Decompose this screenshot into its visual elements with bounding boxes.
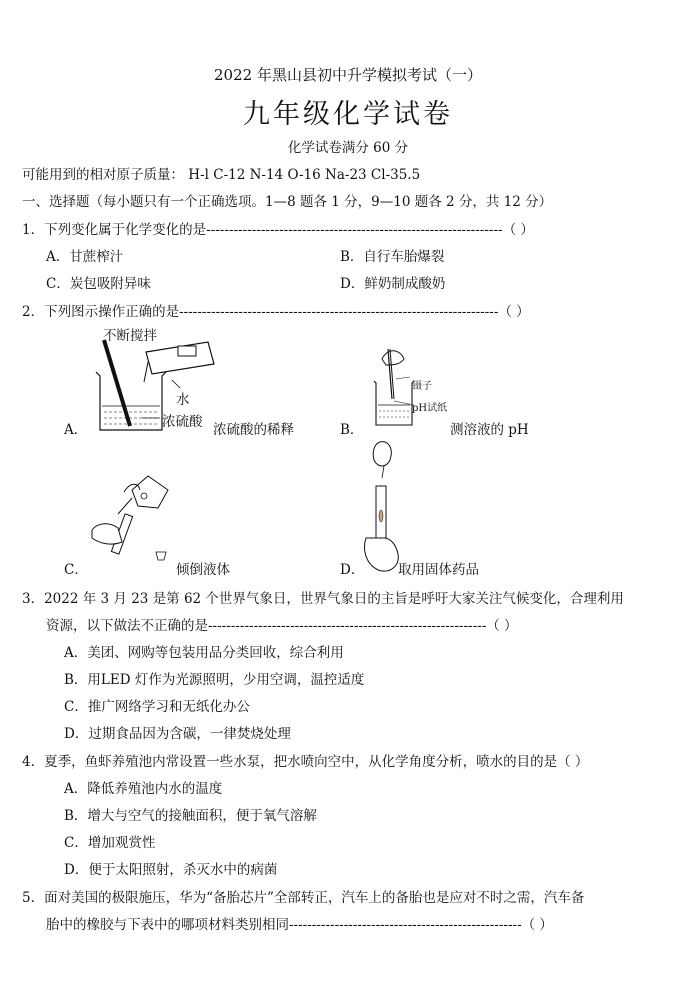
q3-option-b: B．用LED 灯作为光源照明，少用空调，温控适度 — [64, 672, 365, 688]
atomic-masses: 可能用到的相对原子质量： H-l C-12 N-14 O-16 Na-23 Cl-35.5 — [22, 167, 421, 183]
question-2-stem: 2．下列图示操作正确的是----------------------------------------------------------------------（ ） — [22, 304, 530, 320]
figure-pour-liquid — [88, 468, 188, 568]
q3-option-d: D．过期食品因为含碳，一律焚烧处理 — [64, 726, 291, 742]
q4-option-a: A．降低养殖池内水的温度 — [64, 781, 223, 797]
exam-supertitle: 2022 年黑山县初中升学模拟考试（一） — [214, 66, 482, 84]
q2-option-c-letter: C． — [64, 562, 88, 578]
q4-option-d: D．便于太阳照射，杀灭水中的病菌 — [64, 862, 278, 878]
q4-option-c: C．增加观赏性 — [64, 835, 156, 851]
label-conc-acid: 浓硫酸 — [162, 414, 203, 430]
q2-option-a-caption: 浓硫酸的稀释 — [213, 422, 294, 438]
q3-option-a: A．美团、网购等包装用品分类回收，综合利用 — [64, 645, 344, 661]
label-ph-paper: pH试纸 — [412, 403, 448, 414]
question-4-stem: 4．夏季，鱼虾养殖池内常设置一些水泵，把水喷向空中，从化学角度分析，喷水的目的是（ ） — [22, 754, 589, 770]
label-water: 水 — [176, 392, 190, 408]
q2-option-a-letter: A． — [64, 422, 88, 438]
q2-option-d-caption: 取用固体药品 — [398, 562, 479, 578]
question-1-stem: 1．下列变化属于化学变化的是-----------------------------------------------------------------（ ） — [22, 222, 534, 238]
q2-option-d-letter: D． — [340, 562, 365, 578]
question-3-stem-line1: 3．2022 年 3 月 23 是第 62 个世界气象日，世界气象日的主旨是呼吁大家关注气候变化，合理利用 — [22, 591, 624, 607]
q1-option-d: D．鲜奶制成酸奶 — [340, 276, 446, 292]
question-5-stem-line2: 胎中的橡胶与下表中的哪项材料类别相同---------------------------------------------------（ ） — [46, 917, 553, 933]
q3-option-c: C．推广网络学习和无纸化办公 — [64, 699, 250, 715]
section-heading: 一、选择题（每小题只有一个正确选项。1—8 题各 1 分，9—10 题各 2 分，共 12 分） — [22, 194, 553, 210]
page-title: 九年级化学试卷 — [243, 99, 453, 130]
q2-option-c-caption: 倾倒液体 — [176, 562, 230, 578]
q2-option-b-letter: B． — [340, 422, 364, 438]
score-line: 化学试卷满分 60 分 — [287, 140, 409, 156]
q1-option-b: B．自行车胎爆裂 — [340, 249, 445, 265]
q2-option-b-caption: 测溶液的 pH — [450, 422, 529, 438]
question-5-stem-line1: 5．面对美国的极限施压，华为“备胎芯片”全部转正，汽车上的备胎也是应对不时之需，汽车备 — [22, 890, 585, 906]
q1-option-c: C．炭包吸附异味 — [46, 276, 151, 292]
q1-option-a: A．甘蔗榨汁 — [46, 249, 124, 265]
question-3-stem-line2: 资源，以下做法不正确的是-------------------------------------------------------------（ ） — [46, 618, 518, 634]
figure-solid-reagent — [360, 438, 420, 578]
q4-option-b: B．增大与空气的接触面积，便于氧气溶解 — [64, 808, 317, 824]
label-stir: 不断搅拌 — [103, 328, 157, 344]
label-tweezers: 镊子 — [412, 381, 432, 392]
